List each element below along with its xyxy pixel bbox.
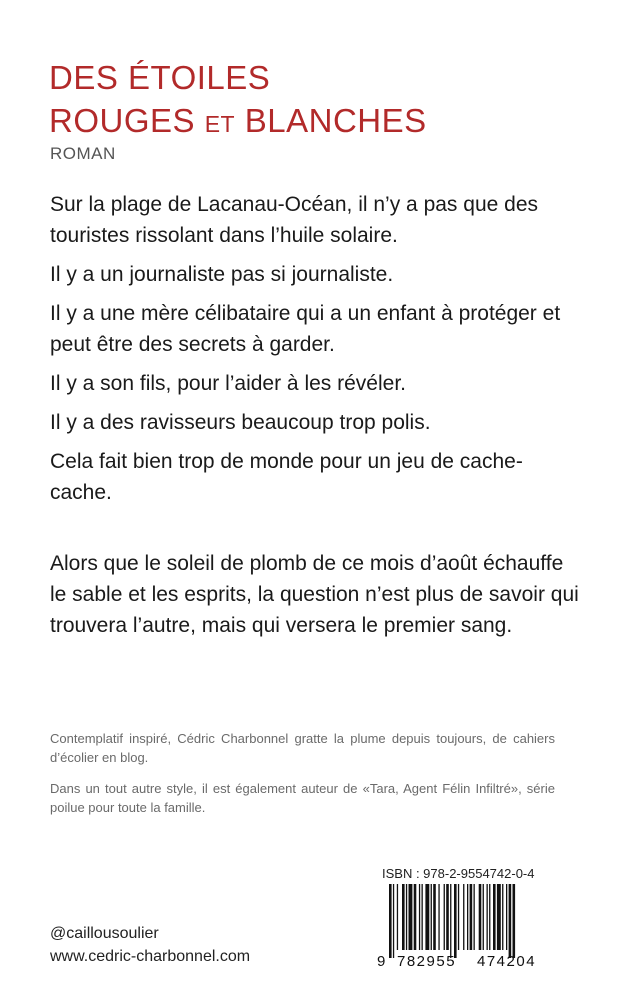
barcode-group-right: 474204 [477,953,537,970]
barcode-bar [474,884,475,950]
barcode-bar [397,884,398,950]
barcode-bar [414,884,417,950]
barcode-bar [444,884,445,950]
barcode-graphic [373,884,559,970]
barcode-bar [497,884,501,950]
book-title-line-1: DES ÉTOILES [49,59,271,96]
barcode-bar [458,884,459,950]
bio-paragraph: Contemplatif inspiré, Cédric Charbonnel gratte la plume depuis toujours, de cahiers d’écolier en blog. [50,731,555,765]
barcode-bar [467,884,468,950]
barcode-bar [493,884,496,950]
barcode-bar [402,884,405,950]
blurb-paragraph: Cela fait bien trop de monde pour un jeu de cache-cache. [50,450,523,504]
barcode-bar [506,884,507,950]
barcode-bar [470,884,473,950]
barcode-bar [419,884,420,950]
barcode-bar [513,884,516,958]
barcode-bar [479,884,482,950]
barcode-bar [509,884,512,958]
barcode-bar [393,884,394,958]
blurb [50,189,580,516]
title-word-rouges: ROUGES [49,102,205,139]
social-handle: @caillousoulier [50,925,159,942]
barcode-bar [438,884,439,950]
blurb-paragraph: Il y a des ravisseurs beaucoup trop polis. [50,411,431,434]
blurb-paragraph: Il y a son fils, pour l’aider à les révéler. [50,372,406,395]
barcode-bars [389,884,515,958]
barcode-bar [487,884,488,950]
blurb-paragraph: Il y a un journaliste pas si journaliste. [50,263,394,286]
barcode-bar [389,884,392,958]
barcode-bar [502,884,503,950]
barcode-bar [406,884,407,950]
barcode-bar [454,884,457,958]
barcode-bar [425,884,429,950]
barcode-bar [433,884,436,950]
website-link: www.cedric-charbonnel.com [50,948,251,965]
barcode-bar [409,884,413,950]
barcode-bar [431,884,432,950]
hook-paragraph: Alors que le soleil de plomb de ce mois d’août échauffe le sable et les esprits, la question n’est plus de savoir qui trouvera l’autre, mais qui versera le premier sang. [50,552,579,637]
author-bio [50,729,555,829]
barcode-bar [489,884,490,950]
barcode-bar [446,884,449,950]
barcode-group-left: 782955 [397,953,457,970]
barcode-bar [483,884,484,950]
hook [50,548,580,641]
book-title [49,56,427,146]
contact-info [50,922,250,968]
blurb-paragraph: Sur la plage de Lacanau-Océan, il n’y a pas que des touristes rissolant dans l’huile solaire. [50,193,538,247]
barcode-bar [450,884,451,958]
barcode [373,884,559,970]
barcode-first-digit: 9 [377,953,386,970]
title-word-blanches: BLANCHES [235,102,427,139]
bio-paragraph: Dans un tout autre style, il est également auteur de «Tara, Agent Félin Infiltré», série poilue pour toute la famille. [50,781,555,815]
genre-label: ROMAN [50,144,116,163]
title-word-et: ET [204,111,236,137]
book-title-line-2 [49,99,427,146]
barcode-bar [422,884,423,950]
blurb-paragraph: Il y a une mère célibataire qui a un enfant à protéger et peut être des secrets à garder. [50,302,561,356]
isbn-label: ISBN : 978-2-9554742-0-4 [382,866,535,881]
barcode-bar [463,884,464,950]
